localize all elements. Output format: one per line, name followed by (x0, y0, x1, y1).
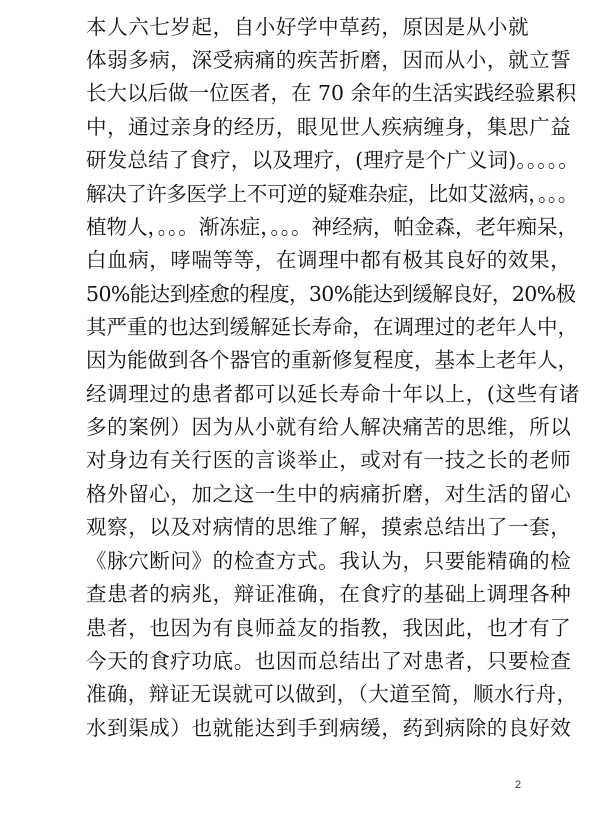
text-line: 《脉穴断问》的检查方式。我认为，只要能精确的检 (86, 549, 572, 573)
text-line: 患者，也因为有良师益友的指教，我因此，也才有了 (86, 616, 572, 640)
text-line: 本人六七岁起，自小好学中草药，原因是从小就 (86, 15, 530, 39)
page-number: 2 (515, 779, 522, 791)
text-line: 水到渠成）也就能达到手到病缓，药到病除的良好效 (86, 716, 572, 740)
text-line: 因为能做到各个器官的重新修复程度，基本上老年人， (86, 348, 578, 372)
text-line: 研发总结了食疗，以及理疗，(理疗是个广义词)。。。。。 (86, 148, 579, 172)
text-line: 多的案例）因为从小就有给人解决痛苦的思维，所以 (86, 415, 572, 439)
text-line: 对身边有关行医的言谈举止，或对有一技之长的老师 (86, 448, 572, 472)
text-line: 观察，以及对病情的思维了解，摸索总结出了一套， (86, 515, 572, 539)
text-line: 准确，辩证无误就可以做到，（大道至简，顺水行舟， (86, 682, 578, 706)
text-line: 体弱多病，深受病痛的疾苦折磨，因而从小，就立誓 (86, 48, 572, 72)
text-line: 经调理过的患者都可以延长寿命十年以上，(这些有诸 (86, 382, 580, 406)
text-line: 格外留心，加之这一生中的病痛折磨，对生活的留心 (86, 482, 572, 506)
text-line: 长大以后做一位医者，在 70 余年的生活实践经验累积 (86, 81, 577, 105)
text-line: 其严重的也达到缓解延长寿命，在调理过的老年人中， (86, 315, 578, 339)
text-line: 植物人，。。。渐冻症，。。。神经病，帕金森，老年痴呆， (86, 215, 578, 239)
text-line: 解决了许多医学上不可逆的疑难杂症，比如艾滋病，。。。 (86, 182, 578, 206)
text-line: 白血病，哮喘等等，在调理中都有极其良好的效果， (86, 248, 572, 272)
text-line: 今天的食疗功底。也因而总结出了对患者，只要检查 (86, 649, 572, 673)
text-line: 查患者的病兆，辩证准确，在食疗的基础上调理各种 (86, 582, 572, 606)
text-line: 中，通过亲身的经历，眼见世人疾病缠身，集思广益 (86, 115, 572, 139)
text-line: 50%能达到痊愈的程度，30%能达到缓解良好，20%极 (86, 282, 576, 306)
